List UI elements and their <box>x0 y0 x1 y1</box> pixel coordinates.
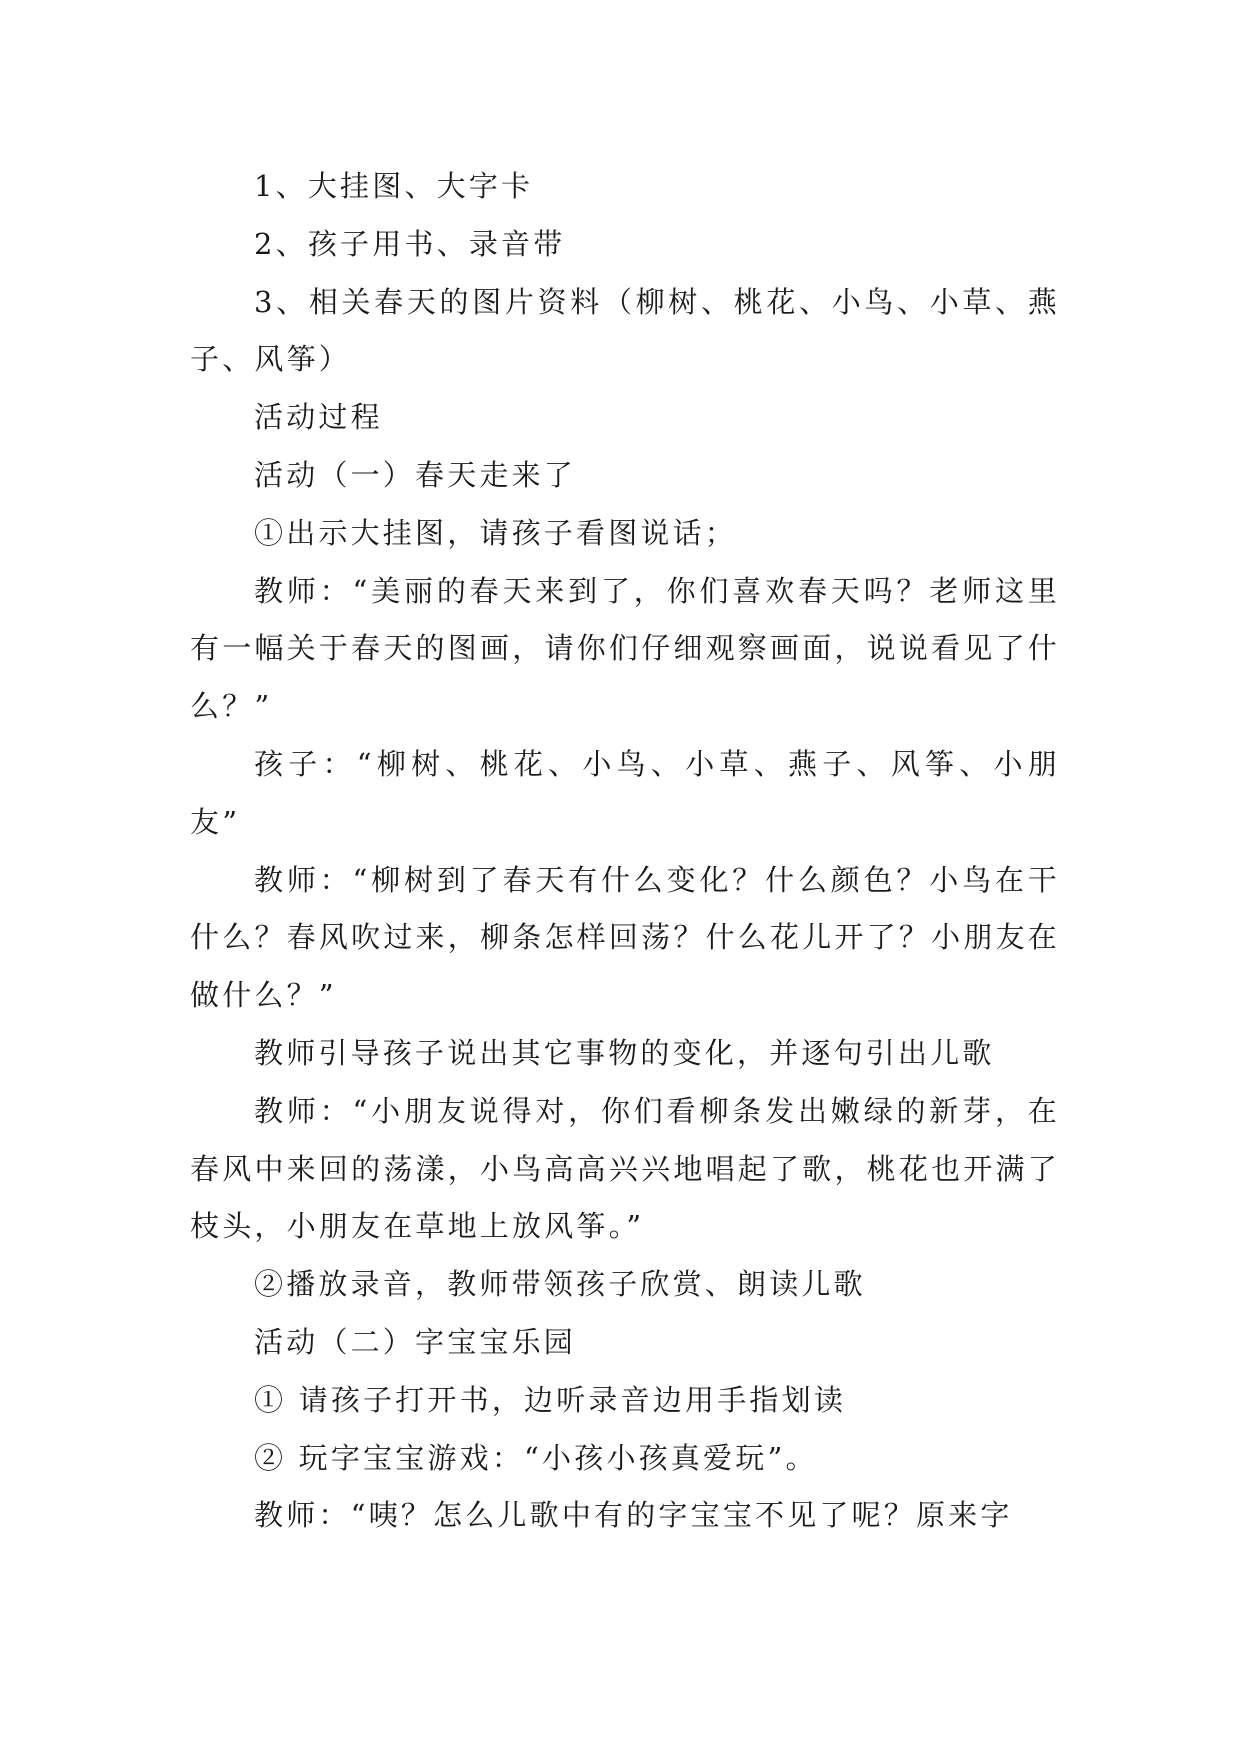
paragraph-material-3: 3、相关春天的图片资料（柳树、桃花、小鸟、小草、燕子、风筝） <box>190 284 1060 377</box>
paragraph-teacher-guide: 教师引导孩子说出其它事物的变化，并逐句引出儿歌 <box>254 1035 995 1070</box>
paragraph-teacher-question-1: 教师：“美丽的春天来到了，你们喜欢春天吗？老师这里有一幅关于春天的图画，请你们仔细观察画面，说说看见了什么？” <box>190 573 1060 724</box>
section-heading-activity-process: 活动过程 <box>254 400 383 435</box>
paragraph-step-play-recording: ②播放录音，教师带领孩子欣赏、朗读儿歌 <box>254 1267 866 1302</box>
paragraph-material-2: 2、孩子用书、录音带 <box>254 226 566 261</box>
paragraph-teacher-summary: 教师：“小朋友说得对，你们看柳条发出嫩绿的新芽，在春风中来回的荡漾，小鸟高高兴兴地唱起了歌，桃花也开满了枝头，小朋友在草地上放风筝。” <box>190 1093 1060 1244</box>
paragraph-child-answer: 孩子：“柳树、桃花、小鸟、小草、燕子、风筝、小朋友” <box>190 746 1060 839</box>
paragraph-teacher-question-2: 教师：“柳树到了春天有什么变化？什么颜色？小鸟在干什么？春风吹过来，柳条怎样回荡？什么花儿开了？小朋友在做什么？” <box>190 862 1060 1013</box>
paragraph-step-word-game: ② 玩字宝宝游戏：“小孩小孩真爱玩”。 <box>254 1440 818 1475</box>
section-heading-activity-one: 活动（一）春天走来了 <box>254 457 577 492</box>
document-body <box>190 158 1060 1545</box>
section-heading-activity-two: 活动（二）字宝宝乐园 <box>254 1324 577 1359</box>
paragraph-step-show-poster: ①出示大挂图，请孩子看图说话； <box>254 515 738 550</box>
paragraph-material-1: 1、大挂图、大字卡 <box>254 169 534 203</box>
paragraph-step-open-book: ① 请孩子打开书，边听录音边用手指划读 <box>254 1382 847 1417</box>
paragraph-teacher-question-3: 教师：“咦？怎么儿歌中有的字宝宝不见了呢？原来字 <box>254 1498 1013 1533</box>
